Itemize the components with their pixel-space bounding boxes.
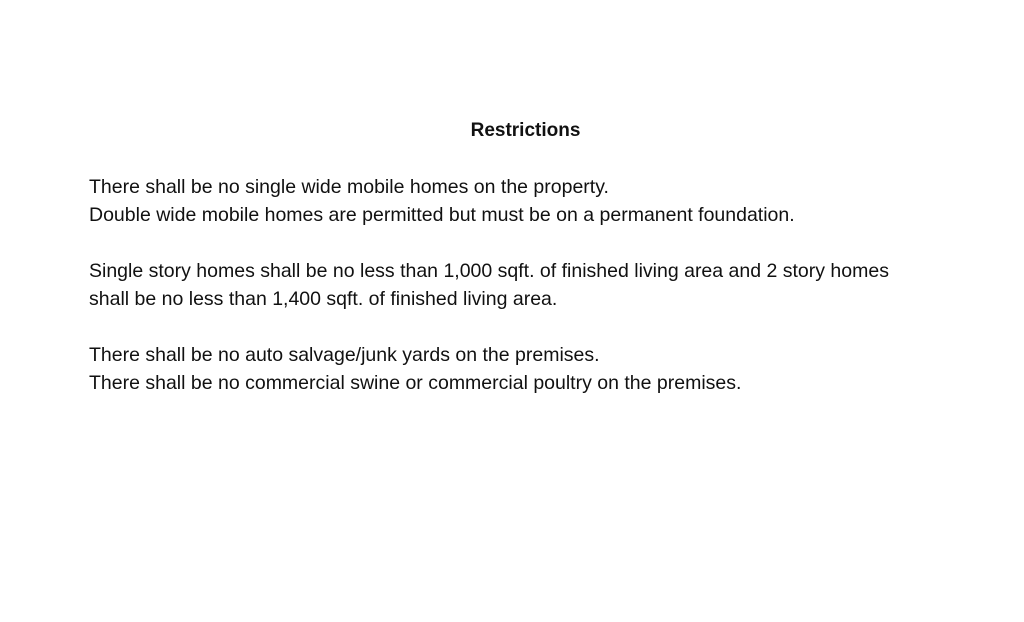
paragraph-premises-use (89, 341, 969, 397)
text-line: Single story homes shall be no less than 1,000 sqft. of finished living area and 2 story homes (89, 260, 889, 282)
text-line: There shall be no auto salvage/junk yards on the premises. (89, 344, 600, 366)
text-line: There shall be no commercial swine or commercial poultry on the premises. (89, 372, 742, 394)
paragraph-home-size (89, 257, 969, 313)
text-line: shall be no less than 1,400 sqft. of finished living area. (89, 288, 558, 310)
document-title: Restrictions (470, 120, 581, 141)
paragraph-mobile-homes (89, 173, 969, 229)
document-body (89, 173, 969, 425)
text-line: There shall be no single wide mobile homes on the property. (89, 176, 609, 198)
text-line: Double wide mobile homes are permitted but must be on a permanent foundation. (89, 204, 795, 226)
